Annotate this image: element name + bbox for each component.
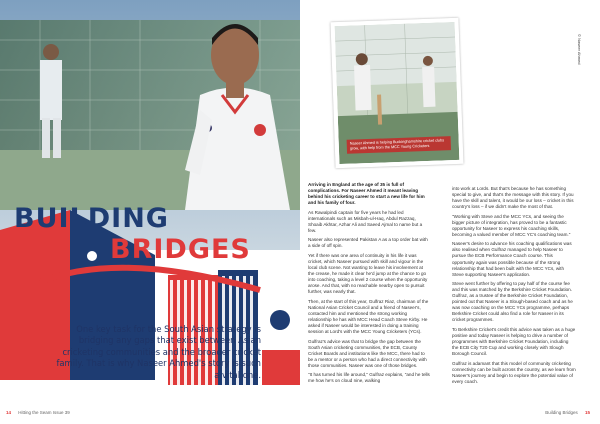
paragraph: "Working with Steve and the MCC YCs, and seeing the bigger picture of integration, has proved to be a fantastic opportunity for Naseer to express his coaching skills, becoming a valued member of MCC YC's coaching team."	[452, 213, 571, 237]
right-page	[300, 0, 600, 424]
article-column-2	[452, 186, 576, 388]
paragraph: Gulfraz's advice was that to bridge the gap between the South Asian cricketing communities, the ECB, County Cricket Boards and institutions like the MCC, there had to be a mentor or a person who had a direct connectivity with those communities. Naseer was one of those bridges.	[308, 338, 427, 368]
paragraph: Naseer also represented Pakistan A as a top order bat with a side of off spin.	[308, 237, 428, 249]
photo-caption: Naseer Ahmed is helping Buckinghamshire cricket clubs grow, with help from the MCC Young Cricketers	[347, 136, 451, 154]
photo-credit-text: © Naseer Ahmed	[577, 34, 582, 65]
paragraph: Gulfraz is adamant that this model of community cricketing connectivity can be built across the country, as we learn from Naseer's journey and begin to explore the potential value of every coach.	[452, 360, 576, 384]
paragraph: Steve went further by offering to pay half of the course fee and this was matched by the Berkshire Cricket Foundation. Gulfraz, as a trustee of the Berkshire Cricket Foundation, pointed out that Naseer is a Slough-based coach and as he was now coaching on the MCC YCs programme, perhaps Berkshire Cricket could also find a role for Naseer in its cricket programmes.	[452, 281, 573, 323]
page-number-left: 14	[6, 410, 12, 415]
photo-credit	[568, 30, 590, 110]
intro-standfirst: One key task for the South Asian strategy is bridging any gaps that exist between Asian cricketing communities and the broader cricket family. That is why Naseer Ahmed's story is such a vital one.	[56, 324, 261, 380]
paragraph: Yet if there was one area of continuity in his life it was cricket, which Naseer pursued with skill and vigour in the local club scene. Not wanting to leave his involvement at the crease, he made it clear he'd jump at the chance to go into coaching, taking a level 2 course when the opportunity arose. And that, with no reachable nearby open to pursuit further, was nearly that.	[308, 252, 428, 295]
secondary-photo	[330, 18, 463, 168]
footer-left	[6, 410, 70, 415]
title-building: BUILDING	[14, 203, 169, 234]
paragraph: "It has turned his life around," Gulfraz explains, "and he tells me how he's on cloud nine, walking	[308, 372, 430, 384]
paragraph: Then, at the start of this year, Gulfraz Riaz, chairman of the National Asian Cricket Council and a friend of Naseer's, contacted him and mentioned the strong working relationship he has with MCC Head Coach Steve Kirby. He asked if Naseer would be interested in doing a training session at Lord's with the MCC Young Cricketers (YCs).	[308, 298, 429, 335]
footer-right	[545, 410, 590, 415]
title-bridges: BRIDGES	[110, 234, 251, 265]
paragraph: To Berkshire Cricket's credit this advice was taken as a huge positive and today Naseer is helping to drive a number of programmes with Berkshire Cricket Foundation, including the ECB City T20 Cup and working closely with Slough Borough Council.	[452, 326, 576, 357]
footer-right-label: Building Bridges	[545, 410, 578, 415]
article-column-1	[308, 182, 430, 388]
paragraph: As Rawalpindi captain for five years he had led internationals such as Misbah-ul-Haq, Abdul Razzaq, Shoaib Akhtar, Azhar Ali and Saeed Ajmal to name but a few.	[308, 209, 423, 233]
paragraph: Arriving in England at the age of 35 is full of complications. For Naseer Ahmed it meant leaving behind his cricketing career to start a new life for him and his family of four.	[308, 182, 425, 206]
footer-left-label: Hitting the Seam Issue 39	[18, 410, 70, 415]
paragraph: Naseer's desire to advance his coaching qualifications was also realised when Gulfraz managed to help Naseer to pursue the ECB Performance Coach course. This opportunity again was possible because of the strong relationship that had been built with the MCC YCs, with Steve supporting Naseer's application.	[452, 241, 572, 277]
page-number-right: 15	[584, 410, 590, 415]
paragraph: into work at Lords. But that's because he has something special to give, and that's the message with this story. If you have the skill and talent, it would be our loss – cricket in this country's loss – if we didn't make the most of that.	[452, 186, 574, 210]
secondary-photo-image	[335, 22, 460, 164]
